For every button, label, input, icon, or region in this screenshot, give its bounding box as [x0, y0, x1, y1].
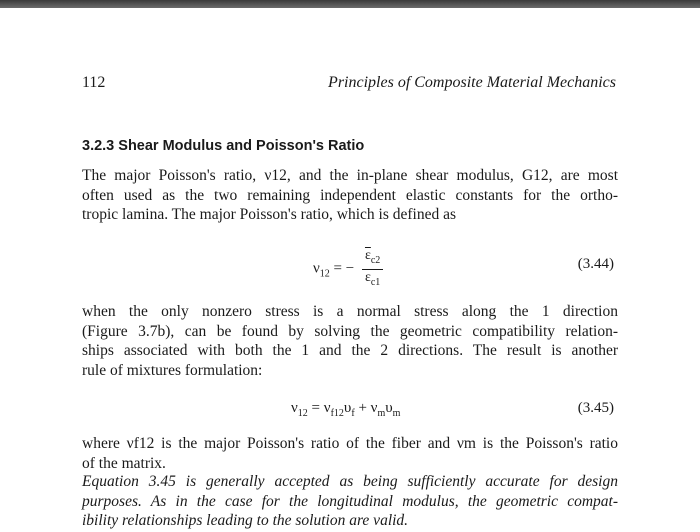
eq-relation: = −: [333, 260, 355, 277]
eq-numerator: [362, 248, 383, 270]
text-line: (Figure 3.7b), can be found by solving the geometric compatibility relation-: [82, 322, 618, 340]
text-line: of the matrix.: [82, 454, 166, 472]
text-line: purposes. As in the case for the longitudinal modulus, the geometric compat-: [82, 492, 618, 510]
eq-term2-factor: υ: [385, 400, 393, 416]
text-line: rule of mixtures formulation:: [82, 361, 263, 379]
text-line: Equation 3.45 is generally accepted as being sufficiently accurate for design: [82, 473, 618, 490]
equation-number: (3.45): [577, 400, 614, 416]
eq-lhs-subscript: 12: [297, 408, 308, 419]
equation-3-44: [313, 248, 383, 291]
eq-lhs-symbol: ν: [313, 260, 320, 277]
paragraph-derivation: [82, 302, 618, 380]
eq-numerator-symbol: $\overline{\varepsilon}$: [364, 248, 371, 263]
eq-lhs-symbol: ν: [291, 400, 298, 416]
paragraph-intro: [82, 166, 618, 225]
paragraph-definition: [82, 434, 618, 473]
text-line: where νf12 is the major Poisson's ratio of the fiber and νm is the Poisson's ratio: [82, 435, 618, 452]
eq-term1-subscript: f12: [330, 408, 344, 419]
running-title: Principles of Composite Material Mechanics: [328, 74, 616, 91]
equation-number: (3.44): [577, 256, 614, 272]
text-line: The major Poisson's ratio, ν12, and the in-plane shear modulus, G12, are most: [82, 167, 618, 184]
text-line: when the only nonzero stress is a normal stress along the 1 direction: [82, 303, 618, 320]
book-page: [0, 8, 700, 532]
eq-term2-subscript: m: [377, 408, 386, 419]
eq-term1-factor-subscript: f: [351, 408, 355, 419]
text-line: ibility relationships leading to the solution are valid.: [82, 512, 409, 529]
eq-relation: =: [311, 400, 321, 416]
eq-denominator-subscript: c1: [370, 276, 381, 288]
eq-denominator-symbol: $\overline{\varepsilon}$: [364, 269, 371, 285]
eq-plus: +: [358, 400, 367, 416]
section-heading: 3.2.3 Shear Modulus and Poisson's Ratio: [82, 138, 365, 154]
eq-term1-factor: υ: [343, 400, 352, 416]
eq-term2-factor-subscript: m: [392, 408, 401, 419]
eq-term1-symbol: ν: [323, 400, 331, 416]
eq-lhs-subscript: 12: [319, 268, 330, 280]
text-line: ships associated with both the 1 and the 2 directions. The result is another: [82, 342, 618, 359]
equation-3-45: [291, 400, 400, 419]
window-top-bar: [0, 0, 700, 8]
eq-fraction: [362, 248, 383, 291]
text-line: tropic lamina. The major Poisson's ratio, which is defined as: [82, 206, 457, 223]
eq-term2-symbol: ν: [370, 400, 378, 416]
paragraph-accuracy: [82, 472, 618, 531]
eq-numerator-subscript: c2: [370, 254, 381, 266]
eq-denominator: [362, 270, 383, 291]
text-line: often used as the two remaining independent elastic constants for the ortho-: [82, 186, 618, 204]
page-number: 112: [82, 74, 106, 91]
